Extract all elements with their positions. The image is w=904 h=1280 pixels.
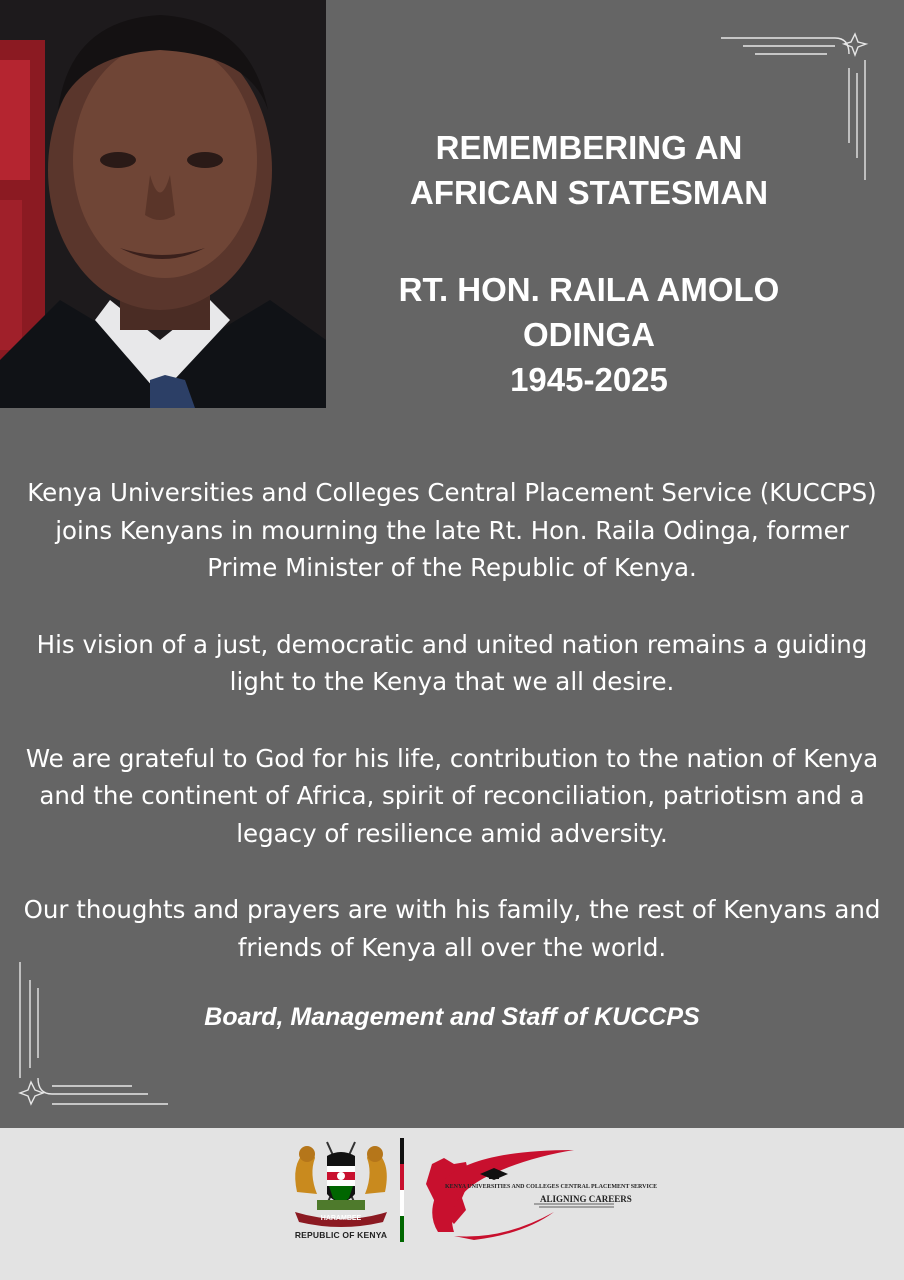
message-paragraph-2: His vision of a just, democratic and united nation remains a guiding light to the Kenya that we all desire. (36, 629, 868, 696)
heading-line-1: REMEMBERING AN (435, 129, 743, 166)
kuccps-full-name: KENYA UNIVERSITIES AND COLLEGES CENTRAL PLACEMENT SERVICE (445, 1184, 658, 1190)
honoree-name-line-2: ODINGA (523, 316, 655, 353)
kenya-coat-of-arms-logo (287, 1134, 395, 1244)
message-paragraph-1: Kenya Universities and Colleges Central Placement Service (KUCCPS) joins Kenyans in mourning the late Rt. Hon. Raila Odinga, former Prime Minister of the Republic of Kenya. (27, 478, 877, 582)
message-paragraph-4: Our thoughts and prayers are with his family, the rest of Kenyans and friends of Kenya all over the world. (23, 895, 881, 962)
honoree-name-line-1: RT. HON. RAILA AMOLO (398, 271, 780, 308)
coat-motto: HARAMBEE (320, 1215, 362, 1222)
kuccps-tagline: ALIGNING CAREERS (540, 1194, 632, 1204)
message-paragraph-3: We are grateful to God for his life, contribution to the nation of Kenya and the continent of Africa, spirit of reconciliation, patriotism and a legacy of resilience amid adversity. (25, 743, 879, 848)
flag-color-divider (400, 1138, 404, 1242)
memorial-heading (350, 125, 828, 402)
condolence-message (20, 474, 884, 1005)
republic-of-kenya-caption: REPUBLIC OF KENYA (294, 1230, 388, 1240)
signature-line: Board, Management and Staff of KUCCPS (204, 1003, 700, 1031)
portrait-photo (0, 0, 326, 408)
heading-line-2: AFRICAN STATESMAN (409, 174, 769, 211)
honoree-years: 1945-2025 (510, 361, 668, 398)
